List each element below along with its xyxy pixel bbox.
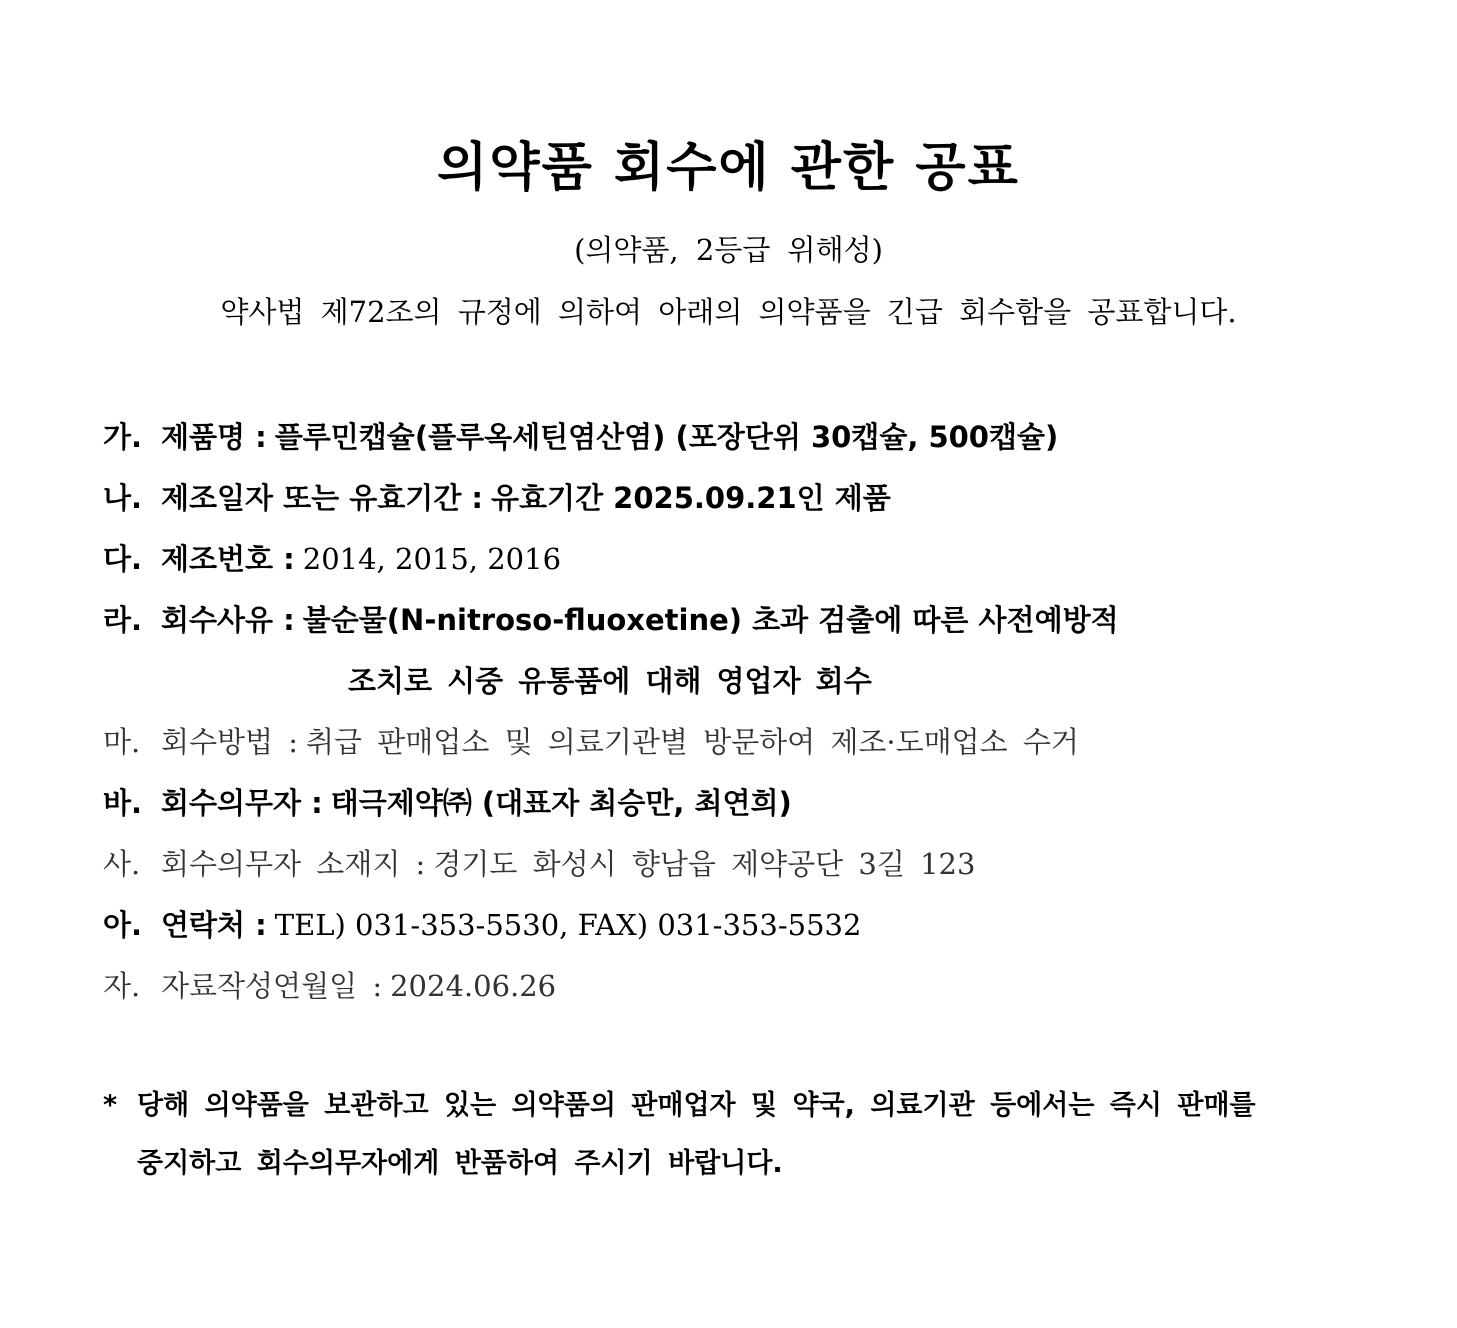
- item-label: 제품명 :: [161, 420, 267, 454]
- item-value: 플루민캡슐(플루옥세틴염산염) (포장단위 30캡슐, 500캡슐): [274, 420, 1059, 454]
- item-marker: 마.: [103, 725, 141, 759]
- item-label: 회수의무자 :: [161, 786, 323, 820]
- item-value: 경기도 화성시 향남읍 제약공단 3길 123: [433, 847, 976, 881]
- item-label: 회수방법 :: [161, 725, 299, 759]
- item-lot-numbers: [103, 537, 1433, 598]
- item-label: 회수의무자 소재지 :: [161, 847, 426, 881]
- document-title: 의약품 회수에 관한 공표: [437, 138, 1020, 198]
- footnote-star: *: [103, 1090, 118, 1121]
- item-recall-method: [103, 720, 1433, 781]
- item-product-name: [103, 415, 1433, 476]
- footnote-line-2: 중지하고 회수의무자에게 반품하여 주시기 바랍니다.: [137, 1148, 783, 1179]
- item-marker: 자.: [103, 969, 141, 1003]
- item-marker: 라.: [103, 603, 143, 637]
- item-value: 유효기간 2025.09.21인 제품: [491, 481, 891, 515]
- item-recall-reason-continuation: 조치로 시중 유통품에 대해 영업자 회수: [348, 664, 872, 698]
- item-value: 불순물(N-nitroso-fluoxetine) 초과 검출에 따른 사전예방적: [302, 603, 1119, 637]
- item-value: 2024.06.26: [390, 969, 557, 1003]
- item-manufacture-expiry: [103, 476, 1433, 537]
- item-value: 2014, 2015, 2016: [302, 542, 562, 576]
- item-obligor-address: [103, 842, 1433, 903]
- item-marker: 바.: [103, 786, 143, 820]
- item-marker: 아.: [103, 908, 143, 942]
- item-value: 태극제약㈜ (대표자 최승만, 최연희): [330, 786, 792, 820]
- item-marker: 가.: [103, 420, 143, 454]
- item-contact: [103, 903, 1433, 964]
- item-label: 자료작성연월일 :: [161, 969, 383, 1003]
- document-subtitle: (의약품, 2등급 위해성): [574, 233, 883, 267]
- item-marker: 다.: [103, 542, 143, 576]
- intro-text: 약사법 제72조의 규정에 의하여 아래의 의약품을 긴급 회수함을 공표합니다.: [220, 295, 1237, 329]
- item-recall-obligor: [103, 781, 1433, 842]
- footnote-text-1: 당해 의약품을 보관하고 있는 의약품의 판매업자 및 약국, 의료기관 등에서는 즉시 판매를: [137, 1090, 1256, 1121]
- item-label: 연락처 :: [161, 908, 267, 942]
- item-marker: 나.: [103, 481, 143, 515]
- item-label: 제조번호 :: [161, 542, 295, 576]
- item-document-date: [103, 964, 1433, 1025]
- item-value: TEL) 031-353-5530, FAX) 031-353-5532: [274, 908, 862, 942]
- item-label: 제조일자 또는 유효기간 :: [161, 481, 484, 515]
- item-recall-reason: [103, 598, 1433, 659]
- footnote-line-1: [103, 1083, 1403, 1141]
- item-value: 취급 판매업소 및 의료기관별 방문하여 제조·도매업소 수거: [306, 725, 1079, 759]
- item-label: 회수사유 :: [161, 603, 295, 637]
- item-marker: 사.: [103, 847, 141, 881]
- notice-footnote: [103, 1083, 1403, 1199]
- recall-details-list: [103, 415, 1433, 1025]
